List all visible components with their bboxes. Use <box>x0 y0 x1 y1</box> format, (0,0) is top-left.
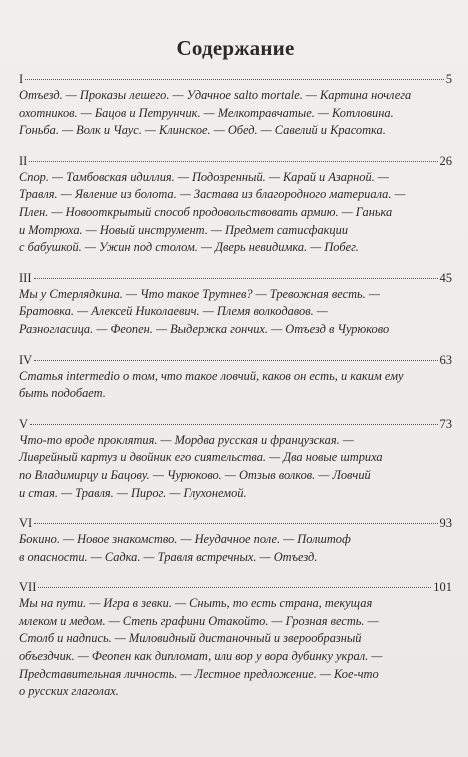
dot-leader <box>38 586 431 588</box>
summary-line: Разногласица. — Феопен. — Выдержка гончих. — Отъезд в Чурюково <box>19 321 390 336</box>
summary-line: в опасности. — Садка. — Травля встречных. — Отъезд. <box>19 549 318 564</box>
dot-leader <box>34 522 437 524</box>
page-number: 63 <box>439 352 452 367</box>
summary-line: объездчик. — Феопен как дипломат, или вор у вора дубинку украл. — <box>19 649 383 664</box>
summary-line: и Мотрюха. — Новый инструмент. — Предмет сатисфакции <box>19 222 349 237</box>
toc-entry-heading <box>19 71 452 87</box>
chapter-number: IV <box>19 352 33 367</box>
page-title: Содержание <box>176 36 295 60</box>
toc-entry <box>19 71 452 140</box>
toc-entry <box>19 579 452 701</box>
page-number: 26 <box>439 153 452 168</box>
chapter-summary <box>19 87 452 140</box>
summary-line: Столб и надпись. — Миловидный дистаночный и зверообразный <box>19 631 362 646</box>
page-number: 5 <box>445 72 452 86</box>
summary-line: Спор. — Тамбовская идиллия. — Подозренный. — Карай и Азарной. — <box>19 169 389 184</box>
dot-leader <box>34 277 438 279</box>
summary-line: Гоньба. — Волк и Чаус. — Клинское. — Обед. — Савелий и Красотка. <box>19 123 386 138</box>
dot-leader <box>25 78 444 80</box>
dot-leader <box>29 160 437 162</box>
toc-entry <box>19 416 452 502</box>
chapter-number: II <box>19 153 28 168</box>
summary-line: по Владимирцу и Бацову. — Чурюково. — Отзыв волков. — Ловчий <box>19 467 371 482</box>
toc-entry-heading <box>19 579 452 595</box>
toc-entry <box>19 515 452 566</box>
summary-line: и стая. — Травля. — Пирог. — Глухонемой. <box>19 485 247 500</box>
summary-line: о русских глаголах. <box>19 684 119 699</box>
page-number: 73 <box>439 416 452 431</box>
chapter-number: III <box>19 270 32 285</box>
toc-entry <box>19 270 452 339</box>
dot-leader <box>30 423 437 425</box>
chapter-summary <box>19 595 452 701</box>
chapter-summary <box>19 169 452 257</box>
summary-line: Мы на пути. — Игра в зевки. — Сныть, то есть страна, текущая <box>19 596 373 611</box>
summary-line: с бабушкой. — Ужин под столом. — Дверь невидимка. — Побег. <box>19 240 359 255</box>
summary-line: Статья intermedio о том, что такое ловчий, каков он есть, и каким ему <box>19 368 404 383</box>
summary-line: Мы у Стерлядкина. — Что такое Трутнев? — Тревожная весть. — <box>19 286 380 301</box>
summary-line: быть подобает. <box>19 386 106 401</box>
toc-entry <box>19 153 452 257</box>
page-number: 45 <box>439 270 452 285</box>
chapter-number: V <box>19 416 29 431</box>
summary-line: Братовка. — Алексей Николаевич. — Племя волкодавов. — <box>19 304 328 319</box>
toc-entry-heading <box>19 515 452 531</box>
toc-entry-heading <box>19 352 452 368</box>
toc-entry-heading <box>19 270 452 286</box>
chapter-number: VII <box>19 580 37 595</box>
chapter-summary <box>19 432 452 502</box>
page-number: 93 <box>439 516 452 531</box>
summary-line: млеком и медом. — Степь графини Отакойто. — Грозная весть. — <box>19 613 379 628</box>
table-of-contents <box>19 71 452 701</box>
chapter-number: I <box>19 72 24 86</box>
chapter-summary <box>19 286 452 339</box>
summary-line: Травля. — Явление из болота. — Застава из благородного материала. — <box>19 187 406 202</box>
summary-line: Бокино. — Новое знакомство. — Неудачное поле. — Полштоф <box>19 532 351 547</box>
summary-line: Что-то вроде проклятия. — Мордва русская и французская. — <box>19 432 354 447</box>
page-number: 101 <box>433 580 452 595</box>
toc-entry <box>19 352 452 403</box>
summary-line: охотников. — Бацов и Петрунчик. — Мелкотравчатые. — Котловина. <box>19 105 394 120</box>
toc-entry-heading <box>19 416 452 432</box>
dot-leader <box>34 359 437 361</box>
summary-line: Плен. — Новооткрытый способ продовольствовать армию. — Ганька <box>19 204 393 219</box>
toc-entry-heading <box>19 153 452 169</box>
summary-line: Отъезд. — Проказы лешего. — Удачное salto mortale. — Картина ночлега <box>19 88 412 102</box>
chapter-number: VI <box>19 516 33 531</box>
chapter-summary <box>19 531 452 566</box>
summary-line: Представительная личность. — Лестное предложение. — Кое-что <box>19 666 379 681</box>
summary-line: Ливрейный картуз и двойник его сиятельства. — Два новые штриха <box>19 450 383 465</box>
chapter-summary <box>19 368 452 403</box>
